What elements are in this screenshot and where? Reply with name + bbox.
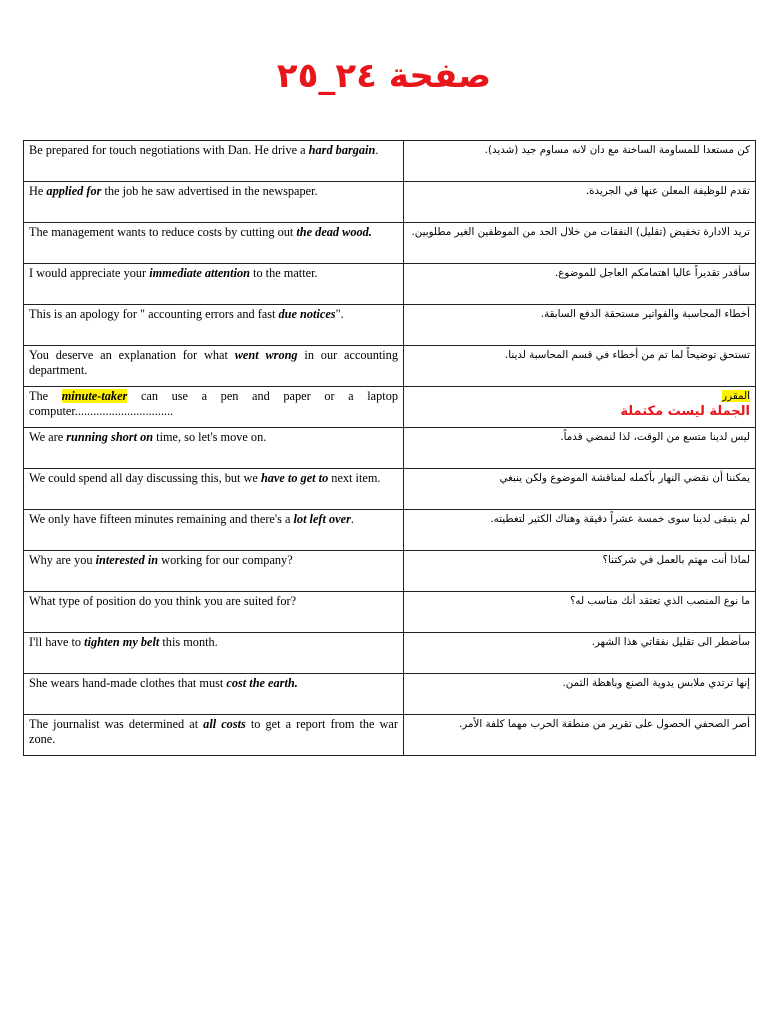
arabic-translation-cell [404, 387, 756, 428]
arabic-translation: ما نوع المنصب الذي تعتقد أنك مناسب له؟ [569, 595, 750, 607]
table-row [24, 715, 756, 756]
english-sentence-cell [24, 510, 404, 551]
english-sentence-cell [24, 551, 404, 592]
arabic-translation-cell [404, 510, 756, 551]
sentence-text: We could spend all day discussing this, but we [29, 471, 261, 485]
table-row [24, 264, 756, 305]
table-row [24, 592, 756, 633]
english-sentence-cell [24, 264, 404, 305]
arabic-translation: تستحق توضيحاً لما تم من أخطاء في قسم المحاسبة لدينا. [504, 349, 750, 361]
arabic-translation-cell [404, 551, 756, 592]
english-sentence-cell [24, 592, 404, 633]
key-phrase: interested in [95, 553, 159, 567]
sentence-text: We are [29, 430, 67, 444]
english-sentence-cell [24, 305, 404, 346]
arabic-translation-cell [404, 633, 756, 674]
vocabulary-table-body [24, 141, 756, 756]
arabic-translation: تقدم للوظيفة المعلن عنها في الجريدة. [585, 185, 750, 197]
table-row [24, 387, 756, 428]
key-phrase: went wrong [234, 348, 298, 362]
table-row [24, 510, 756, 551]
english-sentence-cell [24, 633, 404, 674]
sentence-text: time, so let's move on. [153, 430, 267, 444]
arabic-translation: كن مستعدا للمساومة الساخنة مع دان لانه مساوم جيد (شديد). [484, 144, 750, 156]
sentence-text: I'll have to [29, 635, 85, 649]
english-sentence-cell [24, 428, 404, 469]
sentence-text: next item. [328, 471, 381, 485]
sentence-text: to get a report from the war zone. [29, 717, 398, 746]
arabic-translation: سأضطر الى تقليل نفقاتي هذا الشهر. [591, 636, 750, 648]
sentence-text: We only have fifteen minutes remaining and there's a [29, 512, 294, 526]
incomplete-sentence-note: الجملة ليست مكتملة [620, 404, 750, 419]
table-row [24, 182, 756, 223]
key-phrase: tighten my belt [84, 635, 160, 649]
table-row [24, 305, 756, 346]
arabic-translation-cell [404, 141, 756, 182]
sentence-text: The journalist was determined at [29, 717, 204, 731]
vocabulary-table [23, 140, 756, 756]
key-phrase: the dead wood. [296, 225, 372, 239]
arabic-translation-cell [404, 715, 756, 756]
arabic-translation: لم يتبقى لدينا سوى خمسة عشراً دقيقة وهناك الكثير لتغطيته. [490, 513, 750, 525]
english-sentence-cell [24, 223, 404, 264]
table-row [24, 141, 756, 182]
table-row [24, 633, 756, 674]
sentence-text: Be prepared for touch negotiations with Dan. He drive a [29, 143, 309, 157]
sentence-text: can use a pen and paper or a laptop computer................................ [29, 389, 398, 418]
arabic-translation: يمكننا أن نقضي النهار بأكمله لمناقشة الموضوع ولكن ينبغي [499, 472, 750, 484]
english-sentence-cell [24, 469, 404, 510]
english-sentence-cell [24, 346, 404, 387]
sentence-text: The management wants to reduce costs by cutting out [29, 225, 297, 239]
arabic-translation: أخطاء المحاسبة والفواتير مستحقة الدفع السابقة. [540, 308, 750, 320]
sentence-text: . [350, 512, 354, 526]
key-phrase: running short on [66, 430, 154, 444]
table-row [24, 674, 756, 715]
key-phrase: applied for [46, 184, 102, 198]
arabic-translation-cell [404, 223, 756, 264]
arabic-translation: تريد الادارة تخفيض (تقليل) النفقات من خلال الحد من الموظفين الغير مطلوبين. [411, 226, 750, 238]
arabic-translation-cell [404, 674, 756, 715]
english-sentence-cell [24, 715, 404, 756]
table-row [24, 346, 756, 387]
arabic-translation-cell [404, 264, 756, 305]
page-title: صفحة ٢٤_٢٥ [276, 56, 492, 96]
key-phrase: all costs [203, 717, 246, 731]
english-sentence-cell [24, 674, 404, 715]
sentence-text: This is an apology for " accounting errors and fast [29, 307, 279, 321]
arabic-translation-cell [404, 182, 756, 223]
key-phrase: hard bargain [308, 143, 376, 157]
key-phrase: cost the earth. [226, 676, 298, 690]
key-phrase: due notices [278, 307, 336, 321]
arabic-translation-cell [404, 305, 756, 346]
arabic-translation: سأقدر تقديراً عاليا اهتمامكم العاجل للموضوع. [554, 267, 750, 279]
sentence-text: You deserve an explanation for what [29, 348, 235, 362]
sentence-text: What type of position do you think you are suited for? [29, 594, 297, 608]
arabic-translation-cell [404, 428, 756, 469]
arabic-translation: ليس لدينا متسع من الوقت، لذا لنمضي قدماً. [560, 431, 750, 443]
english-sentence-cell [24, 387, 404, 428]
sentence-text: Why are you [29, 553, 96, 567]
english-sentence-cell [24, 182, 404, 223]
sentence-text: The [29, 389, 62, 403]
arabic-translation-cell [404, 592, 756, 633]
arabic-translation: إنها ترتدي ملابس يدوية الصنع وباهظة الثمن. [562, 677, 750, 689]
key-phrase: immediate attention [149, 266, 250, 280]
sentence-text: I would appreciate your [29, 266, 150, 280]
key-phrase: minute-taker [61, 389, 128, 403]
table-row [24, 551, 756, 592]
arabic-translation: المقرر [722, 390, 750, 402]
sentence-text: to the matter. [249, 266, 318, 280]
english-sentence-cell [24, 141, 404, 182]
sentence-text: the job he saw advertised in the newspaper. [101, 184, 318, 198]
key-phrase: have to get to [260, 471, 329, 485]
sentence-text: working for our company? [158, 553, 293, 567]
key-phrase: lot left over [293, 512, 351, 526]
arabic-translation-cell [404, 469, 756, 510]
table-row [24, 428, 756, 469]
table-row [24, 469, 756, 510]
sentence-text: this month. [159, 635, 218, 649]
arabic-translation-cell [404, 346, 756, 387]
sentence-text: He [29, 184, 47, 198]
table-row [24, 223, 756, 264]
sentence-text: She wears hand-made clothes that must [29, 676, 227, 690]
sentence-text: . [375, 143, 379, 157]
arabic-translation: لماذا أنت مهتم بالعمل في شركتنا؟ [602, 554, 750, 566]
arabic-translation: أصر الصحفي الحصول على تقرير من منطقة الحرب مهما كلفة الأمر. [459, 718, 750, 730]
sentence-text: in our accounting department. [29, 348, 398, 377]
sentence-text: ". [335, 307, 344, 321]
